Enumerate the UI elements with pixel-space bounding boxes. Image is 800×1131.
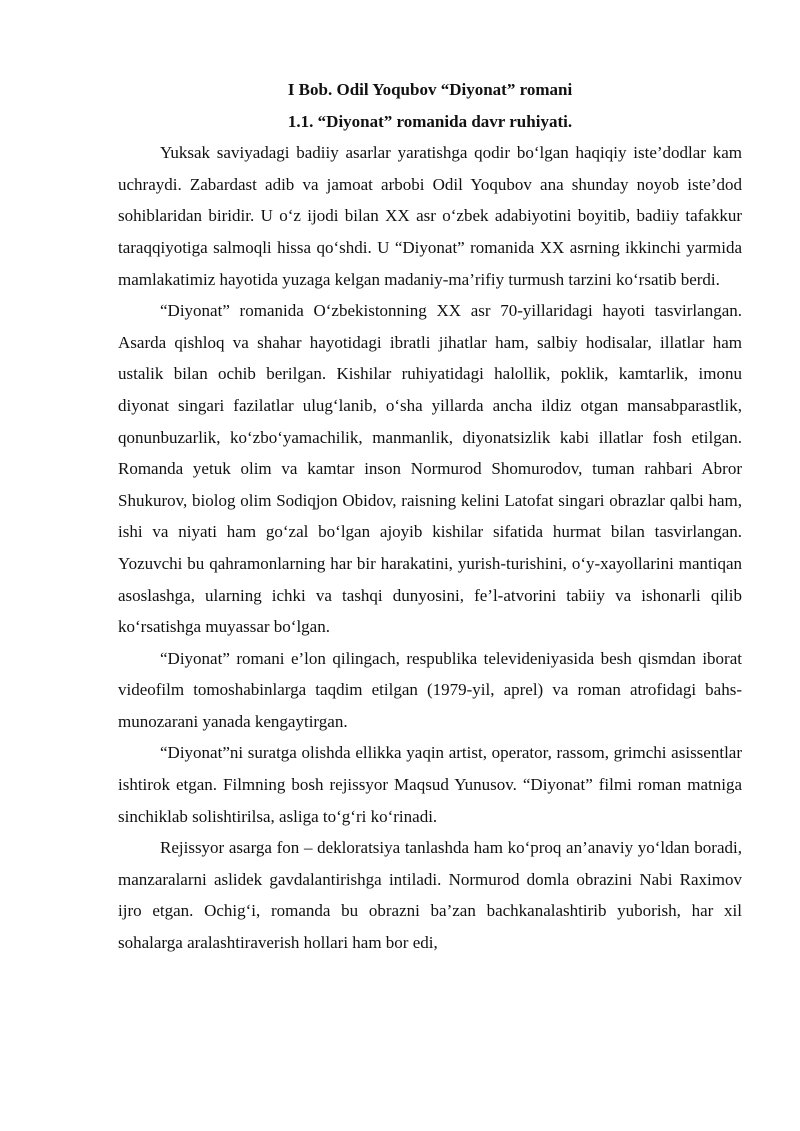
chapter-title: I Bob. Odil Yoqubov “Diyonat” romani <box>287 80 573 99</box>
document-page <box>118 74 742 959</box>
paragraph-2: “Diyonat” romanida O‘zbekistonning XX asr 70-yillaridagi hayoti tasvirlangan. Asarda qishloq va shahar hayotidagi ibratli jihatlar ham, salbiy hodisalar, illatlar ham ustalik bilan ochib berilgan. Kishilar ruhiyatidagi halollik, poklik, kamtarlik, imonu diyonat singari fazilatlar ulug‘lanib, o‘sha yillarda ancha ildiz otgan mansabparastlik, qonunbuzarlik, ko‘zbo‘yamachilik, manmanlik, diyonatsizlik kabi illatlar fosh etilgan. Romanda yetuk olim va kamtar inson Normurod Shomurodov, tuman rahbari Abror Shukurov, biolog olim Sodiqjon Obidov, raisning kelini Latofat singari obrazlar qalbi ham, ishi va niyati ham go‘zal bo‘lgan ajoyib kishilar sifatida hurmat bilan tasvirlangan. Yozuvchi bu qahramonlarning har bir harakatini, yurish-turishini, o‘y-xayollarini mantiqan asoslashga, ularning ichki va tashqi dunyosini, fe’l-atvorini tabiiy va ishonarli qilib ko‘rsatishga muyassar bo‘lgan. <box>118 301 742 637</box>
paragraph-1: Yuksak saviyadagi badiiy asarlar yaratishga qodir bo‘lgan haqiqiy iste’dodlar kam uchraydi. Zabardast adib va jamoat arbobi Odil Yoqubov ana shunday noyob iste’dod sohiblaridan biridir. U o‘z ijodi bilan XX asr o‘zbek adabiyotini boyitib, badiiy tafakkur taraqqiyotiga salmoqli hissa qo‘shdi. U “Diyonat” romanida XX asrning ikkinchi yarmida mamlakatimiz hayotida yuzaga kelgan madaniy-ma’rifiy turmush tarzini ko‘rsatib berdi. <box>118 143 742 289</box>
paragraph-4: “Diyonat”ni suratga olishda ellikka yaqin artist, operator, rassom, grimchi asissentlar ishtirok etgan. Filmning bosh rejissyor Maqsud Yunusov. “Diyonat” filmi roman matniga sinchiklab solishtirilsa, asliga to‘g‘ri ko‘rinadi. <box>118 743 742 826</box>
paragraph-3: “Diyonat” romani e’lon qilingach, respublika televideniyasida besh qismdan iborat videofilm tomoshabinlarga taqdim etilgan (1979-yil, aprel) va roman atrofidagi bahs-munozarani yanada kengaytirgan. <box>118 648 742 731</box>
section-title: 1.1. “Diyonat” romanida davr ruhiyati. <box>287 111 573 131</box>
paragraph-5: Rejissyor asarga fon – dekloratsiya tanlashda ham ko‘proq an’anaviy yo‘ldan boradi, manzaralarni aslidek gavdalantirishga intiladi. Normurod domla obrazini Nabi Raximov ijro etgan. Ochig‘i, romanda bu obrazni ba’zan bachkanalashtirib yuborish, har xil sohalarga aralashtiraverish hollari ham bor edi, <box>118 838 742 953</box>
